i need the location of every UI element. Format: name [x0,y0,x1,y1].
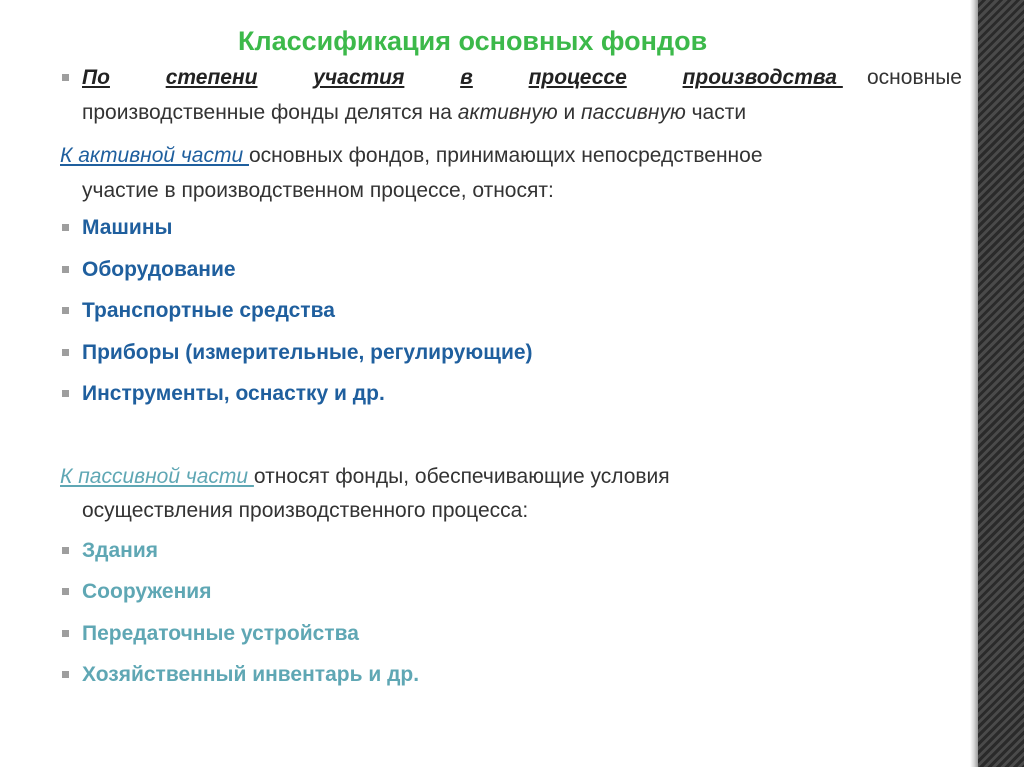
passive-paragraph-line-2: осуществления производственного процесса: [82,499,529,522]
square-bullet-icon [62,224,69,231]
square-bullet-icon [62,266,69,273]
intro-line-1 [82,66,962,90]
intro-word: По [82,66,110,89]
square-bullet-icon [62,547,69,554]
active-word: активную [457,101,558,124]
intro-word: процессе [528,66,627,89]
intro-line-2: производственные фонды делятся на активную и пассивную части [82,101,747,124]
intro-word: в [460,66,473,89]
square-bullet-icon [62,671,69,678]
active-item: Инструменты, оснастку и др. [82,382,385,405]
slide-title: Классификация основных фондов [238,26,708,56]
active-item: Транспортные средства [82,299,335,322]
passive-word: пассивную [581,101,686,124]
frame-edge [970,0,978,767]
square-bullet-icon [62,349,69,356]
intro-word: участия [313,66,405,89]
passive-heading: К пассивной части [60,465,254,488]
square-bullet-icon [62,588,69,595]
passive-item: Передаточные устройства [82,622,359,645]
square-bullet-icon [62,307,69,314]
active-paragraph-line-1: К активной части основных фондов, принимающих непосредственное [60,144,763,167]
active-paragraph-line-2: участие в производственном процессе, относят: [82,179,554,202]
passive-item: Хозяйственный инвентарь и др. [82,663,420,686]
active-heading: К активной части [60,144,249,167]
intro-word: степени [165,66,258,89]
active-item: Машины [82,216,173,239]
active-item: Приборы (измерительные, регулирующие) [82,341,533,364]
square-bullet-icon [62,630,69,637]
square-bullet-icon [62,390,69,397]
active-item: Оборудование [82,258,236,281]
passive-paragraph-line-1: К пассивной части относят фонды, обеспечивающие условия [60,465,670,488]
intro-underlined-phrase-end: производства основные [682,66,962,89]
passive-item: Сооружения [82,580,212,603]
passive-item: Здания [82,539,159,562]
square-bullet-icon [62,74,69,81]
intro-tail: основные [866,66,962,89]
decorative-frame [978,0,1024,767]
